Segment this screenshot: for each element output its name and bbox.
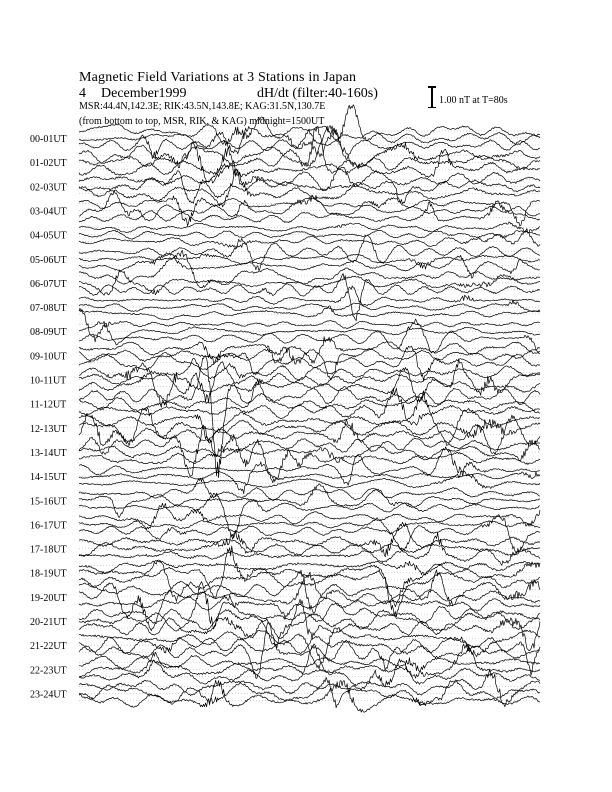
row-label: 11-12UT [30,399,67,411]
row-label: 22-23UT [30,665,67,677]
trace-kag-16-17UT [79,515,540,553]
row-label: 23-24UT [30,689,67,701]
trace-rik-07-08UT [79,300,540,312]
row-label: 14-15UT [30,472,67,484]
row-label: 07-08UT [30,303,67,315]
trace-kag-06-07UT [79,274,540,321]
stations-label: MSR:44.4N,142.3E; RIK:43.5N,143.8E; KAG:31.5N,130.7E [79,101,326,112]
row-label: 12-13UT [30,423,67,435]
trace-rik-00-01UT [79,127,540,154]
trace-rik-23-24UT [79,677,540,707]
row-label: 13-14UT [30,447,67,459]
trace-rik-15-16UT [79,484,540,518]
trace-msr-07-08UT [79,286,540,306]
trace-msr-05-06UT [79,235,540,270]
trace-rik-16-17UT [79,518,540,535]
row-label: 08-09UT [30,327,67,339]
row-label: 19-20UT [30,592,67,604]
trace-msr-22-23UT [79,655,540,671]
trace-rik-18-19UT [79,546,540,607]
trace-msr-19-20UT [79,570,540,613]
row-label: 02-03UT [30,182,67,194]
row-label: 10-11UT [30,375,67,387]
row-label: 16-17UT [30,520,67,532]
trace-kag-01-02UT [79,148,540,178]
trace-kag-14-15UT [79,471,540,489]
row-label: 06-07UT [30,278,67,290]
row-label: 03-04UT [30,206,67,218]
month-year-label: December1999 [101,86,187,101]
row-label: 04-05UT [30,230,67,242]
quantity-label: dH/dt (filter:40-160s) [257,86,378,101]
trace-rik-17-18UT [79,531,540,557]
row-label: 20-21UT [30,617,67,628]
trace-msr-04-05UT [79,222,540,233]
scale-label: 1.00 nT at T=80s [439,95,508,106]
trace-kag-03-04UT [79,201,540,223]
trace-msr-12-13UT [79,391,540,446]
row-label: 17-18UT [30,544,67,556]
trace-msr-00-01UT [79,105,540,146]
trace-rik-14-15UT [79,462,540,494]
row-label: 00-01UT [30,134,67,145]
trace-msr-14-15UT [79,447,540,485]
trace-rik-22-23UT [79,644,540,678]
day-label: 4 [79,86,86,101]
row-label: 05-06UT [30,254,67,266]
row-label: 01-02UT [30,158,67,170]
row-label: 15-16UT [30,496,67,508]
row-label: 18-19UT [30,568,67,580]
trace-rik-11-12UT [79,379,540,414]
trace-msr-10-11UT [79,359,540,380]
chart-title: Magnetic Field Variations at 3 Stations in Japan [79,70,357,85]
row-label: 09-10UT [30,351,67,363]
row-label: 21-22UT [30,641,67,653]
trace-msr-23-24UT [79,669,540,707]
trace-kag-12-13UT [79,415,540,454]
trace-kag-09-10UT [79,346,540,381]
order-note: (from bottom to top, MSR, RIK, & KAG) midnight=1500UT [79,116,325,127]
